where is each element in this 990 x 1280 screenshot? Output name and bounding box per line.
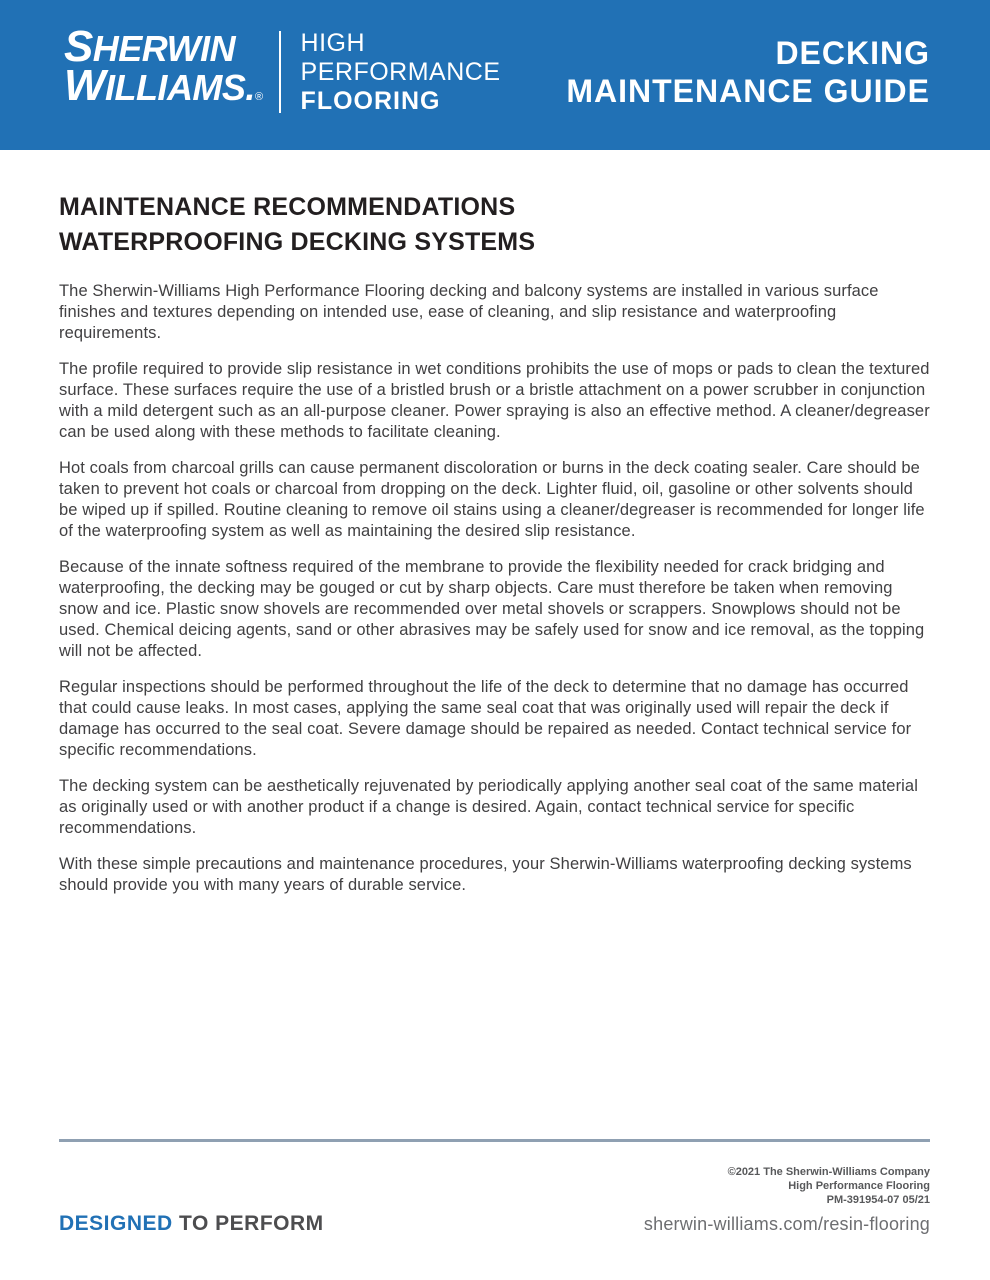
brand-lockup	[64, 22, 501, 116]
section-heading-line-2: WATERPROOFING DECKING SYSTEMS	[59, 228, 536, 256]
document-title	[566, 34, 930, 110]
division-name	[301, 29, 501, 116]
brand-tagline	[59, 1212, 324, 1236]
paragraph: Because of the innate softness required of the membrane to provide the flexibility needed for crack bridging and waterproofing, the decking may be gouged or cut by sharp objects. Care must therefore be taken when removing snow and ice. Plastic snow shovels are recommended over metal shovels or scrappers. Snowplows should not be used. Chemical deicing agents, sand or other abrasives may be safely used for snow and ice removal, as the topping will not be affected.	[59, 558, 925, 660]
main-content	[0, 150, 990, 896]
section-heading	[59, 190, 930, 260]
division-line-3: FLOORING	[300, 86, 441, 115]
tagline-to-perform: TO PERFORM	[179, 1212, 324, 1235]
paragraph: The profile required to provide slip resistance in wet conditions prohibits the use of mops or pads to clean the textured surface. These surfaces require the use of a bristled brush or a bristle attachment on a power scrubber in conjunction with a mild detergent such as an all-purpose cleaner. Power spraying is also an effective method. A cleaner/degreaser can be used along with these methods to facilitate cleaning.	[59, 360, 930, 441]
footer-bottom-row	[59, 1212, 930, 1236]
paragraph: Regular inspections should be performed throughout the life of the deck to determine that no damage has occurred that could cause leaks. In most cases, applying the same seal coat that was originally used will repair the deck if damage has occurred to the seal coat. Severe damage should be repaired as needed. Contact technical service for specific recommendations.	[59, 678, 912, 759]
section-heading-line-1: MAINTENANCE RECOMMENDATIONS	[59, 193, 516, 221]
sherwin-williams-logo	[64, 22, 263, 116]
header-band	[0, 0, 990, 150]
registered-trademark-icon: ®	[254, 91, 263, 103]
legal-block	[728, 1165, 930, 1207]
logo-line-1: SHERWIN	[64, 22, 236, 71]
legal-copyright: ©2021 The Sherwin-Williams Company	[727, 1166, 930, 1178]
document-title-line-1: DECKING	[775, 35, 930, 71]
paragraph: The decking system can be aesthetically rejuvenated by periodically applying another seal coat of the same material as originally used or with another product if a change is desired. Again, contact technical service for specific recommendations.	[59, 777, 918, 837]
legal-division: High Performance Flooring	[788, 1180, 930, 1192]
division-line-1: HIGH	[300, 28, 366, 57]
body-copy	[59, 281, 930, 896]
tagline-designed: DESIGNED	[59, 1212, 173, 1235]
logo-divider	[279, 31, 281, 113]
footer-rule	[59, 1139, 930, 1142]
paragraph: With these simple precautions and maintenance procedures, your Sherwin-Williams waterproofing decking systems should provide you with many years of durable service.	[59, 855, 912, 894]
document-title-line-2: MAINTENANCE GUIDE	[566, 73, 930, 109]
website-url: sherwin-williams.com/resin-flooring	[643, 1214, 930, 1234]
logo-line-2: WILLIAMS.®	[64, 61, 263, 110]
legal-part-number: PM-391954-07 05/21	[826, 1194, 930, 1206]
paragraph: The Sherwin-Williams High Performance Flooring decking and balcony systems are installed in various surface finishes and textures depending on intended use, ease of cleaning, and slip resistance and waterproofing requirements.	[59, 282, 879, 342]
division-line-2: PERFORMANCE	[300, 57, 501, 86]
paragraph: Hot coals from charcoal grills can cause permanent discoloration or burns in the deck coating sealer. Care should be taken to prevent hot coals or charcoal from dropping on the deck. Lighter fluid, oil, gasoline or other solvents should be wiped up if spilled. Routine cleaning to remove oil stains using a cleaner/degreaser is recommended for longer life of the waterproofing system as well as maintaining the desired slip resistance.	[59, 459, 925, 540]
